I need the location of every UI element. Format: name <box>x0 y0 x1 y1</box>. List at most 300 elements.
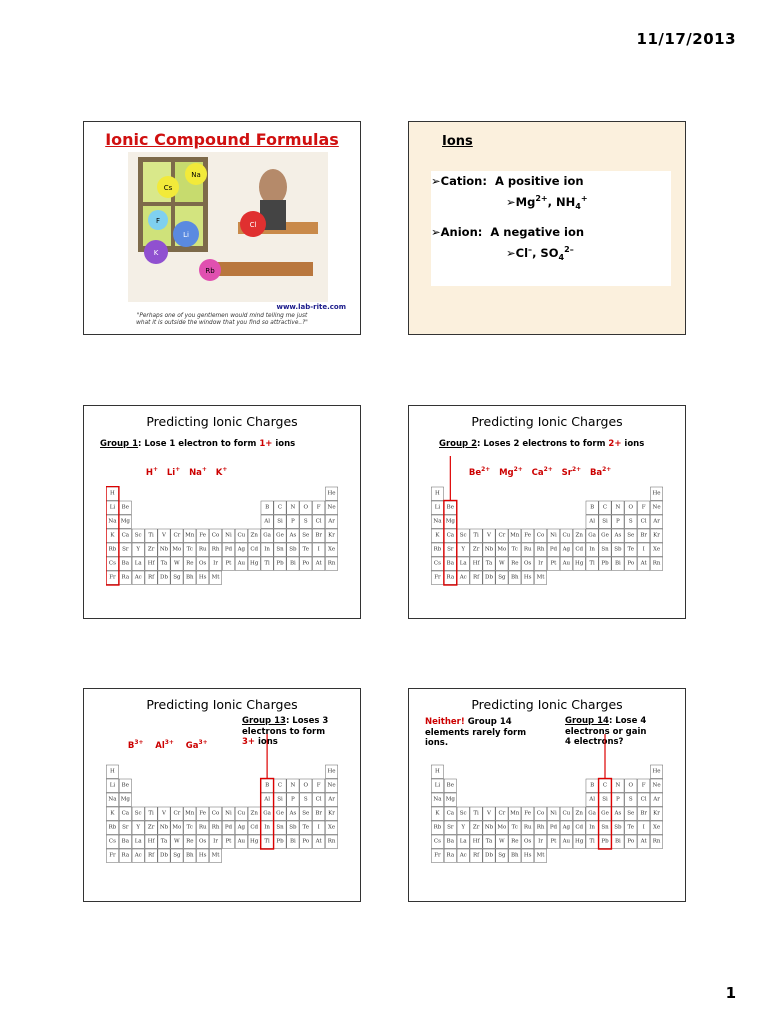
element-symbol: Re <box>511 838 519 845</box>
element-symbol: Ba <box>121 560 129 567</box>
element-symbol: Li <box>109 782 116 789</box>
element-symbol: Pb <box>601 838 609 845</box>
element-symbol: H <box>110 490 115 497</box>
element-symbol: Cu <box>237 532 246 539</box>
group-description: Group 13: Loses 3 electrons to form 3+ ions <box>242 716 329 748</box>
element-symbol: As <box>289 810 297 817</box>
element-symbol: Se <box>302 532 310 539</box>
element-symbol: Db <box>160 852 168 859</box>
element-symbol: Sr <box>122 824 129 831</box>
element-symbol: Cu <box>562 810 571 817</box>
element-symbol: Cr <box>498 532 506 539</box>
element-symbol: Cl <box>640 796 647 803</box>
element-symbol: Rh <box>211 824 220 831</box>
element-symbol: Ni <box>225 810 232 817</box>
element-symbol: Cd <box>575 546 584 553</box>
element-symbol: In <box>589 824 595 831</box>
element-symbol: Sb <box>614 546 622 553</box>
slide-title: Ionic Compound Formulas <box>105 130 339 149</box>
element-symbol: Se <box>627 532 635 539</box>
element-symbol: Tl <box>264 560 270 567</box>
element-symbol: Sc <box>134 532 142 539</box>
element-symbol: Sb <box>289 824 297 831</box>
element-symbol: Ag <box>562 824 571 831</box>
element-symbol: N <box>290 782 296 789</box>
element-symbol: Mg <box>445 796 455 803</box>
element-symbol: Re <box>511 560 519 567</box>
element-symbol: Cs <box>433 838 441 845</box>
element-symbol: Au <box>237 838 246 845</box>
element-symbol: Pb <box>601 560 609 567</box>
element-symbol: Xe <box>652 824 661 831</box>
element-symbol: Pb <box>276 838 284 845</box>
element-symbol: Cu <box>237 810 246 817</box>
element-symbol: Rn <box>652 838 661 845</box>
element-symbol: Ru <box>198 824 207 831</box>
element-symbol: At <box>315 560 322 567</box>
element-symbol: La <box>134 838 142 845</box>
element-symbol: Au <box>562 560 571 567</box>
element-symbol: Ir <box>538 560 543 567</box>
element-symbol: Sg <box>173 852 181 859</box>
element-symbol: Na <box>433 518 442 525</box>
group-description: Group 14: Lose 4 electrons or gain 4 electrons? <box>565 716 647 748</box>
group-description: Group 1: Lose 1 electron to form 1+ ions <box>100 439 296 449</box>
element-symbol: Sg <box>498 852 506 859</box>
element-symbol: Pt <box>225 560 232 567</box>
element-symbol: Ti <box>148 810 154 817</box>
element-symbol: Mn <box>185 810 195 817</box>
periodic-table <box>431 486 663 586</box>
element-symbol: Si <box>602 796 608 803</box>
page-number: 1 <box>725 984 736 1002</box>
periodic-table <box>106 486 338 586</box>
element-symbol: Rn <box>652 560 661 567</box>
element-symbol: Po <box>627 560 635 567</box>
element-symbol: Se <box>627 810 635 817</box>
element-symbol: Ar <box>328 518 335 525</box>
element-symbol: C <box>602 782 608 789</box>
element-symbol: O <box>628 782 634 789</box>
element-symbol: Pb <box>276 560 284 567</box>
element-symbol: Ba <box>446 560 454 567</box>
element-symbol: Ar <box>653 518 660 525</box>
element-symbol: At <box>640 560 647 567</box>
element-symbol: Ga <box>588 532 596 539</box>
ion-examples: $Be^{2+}$ $Mg^{2+}$ $Ca^{2+}$ $Sr^{2+}$ $Ba^{2+}$ <box>468 466 612 478</box>
element-symbol: P <box>616 518 620 525</box>
element-symbol: Cu <box>562 532 571 539</box>
element-symbol: Mn <box>510 810 520 817</box>
cartoon-caption: "Perhaps one of you gentlemen would mind telling me just what it is outside the window that you find so attractive..?" <box>136 313 308 327</box>
element-symbol: Na <box>108 518 117 525</box>
element-symbol: Zn <box>575 532 583 539</box>
element-symbol: Ga <box>588 810 596 817</box>
element-symbol: Sg <box>498 574 506 581</box>
group-description: Group 2: Loses 2 electrons to form 2+ ions <box>439 439 645 449</box>
element-symbol: Hg <box>250 838 259 845</box>
element-symbol: W <box>174 838 180 845</box>
element-symbol: Ne <box>652 504 661 511</box>
element-symbol: Kr <box>653 810 660 817</box>
element-symbol: Y <box>136 546 141 553</box>
element-symbol: Os <box>523 838 532 845</box>
element-symbol: Mg <box>120 796 130 803</box>
element-symbol: Pd <box>549 824 558 831</box>
element-symbol: Bh <box>185 852 194 859</box>
element-symbol: Fr <box>109 574 116 581</box>
element-symbol: Tl <box>264 838 270 845</box>
element-symbol: S <box>628 796 633 803</box>
element-symbol: Hf <box>147 838 155 845</box>
element-symbol: B <box>265 782 270 789</box>
element-symbol: Al <box>589 518 595 525</box>
element-symbol: Sb <box>614 824 622 831</box>
element-symbol: S <box>303 796 308 803</box>
cation-examples: $➢Mg^{2+}$, $NH_4^+$ <box>506 194 588 212</box>
element-symbol: Hf <box>472 560 480 567</box>
element-symbol: Mg <box>120 518 130 525</box>
element-symbol: P <box>291 518 295 525</box>
element-symbol: Br <box>315 532 323 539</box>
element-symbol: Tl <box>589 838 595 845</box>
element-symbol: Rb <box>108 824 117 831</box>
element-symbol: W <box>174 560 180 567</box>
element-symbol: Rh <box>536 546 545 553</box>
element-symbol: Bh <box>510 574 519 581</box>
element-symbol: K <box>110 532 115 539</box>
element-symbol: Rn <box>327 560 336 567</box>
element-symbol: Xe <box>327 546 336 553</box>
element-symbol: Al <box>264 796 270 803</box>
element-symbol: Ar <box>653 796 660 803</box>
element-symbol: Tc <box>186 546 193 553</box>
element-symbol: Te <box>627 824 635 831</box>
element-symbol: Nb <box>484 824 494 831</box>
element-symbol: Nb <box>484 546 494 553</box>
element-symbol: Tl <box>589 560 595 567</box>
element-symbol: Ra <box>121 574 130 581</box>
element-symbol: Be <box>121 504 129 511</box>
element-symbol: Rb <box>108 546 117 553</box>
element-symbol: S <box>303 518 308 525</box>
ball-label: Na <box>191 171 201 179</box>
element-symbol: Os <box>198 560 207 567</box>
element-symbol: F <box>641 504 646 511</box>
element-symbol: Ac <box>459 574 467 581</box>
element-symbol: Po <box>302 560 310 567</box>
element-symbol: La <box>134 560 142 567</box>
element-symbol: Au <box>237 560 246 567</box>
element-symbol: Be <box>446 782 454 789</box>
element-symbol: H <box>110 768 115 775</box>
element-symbol: Re <box>186 560 194 567</box>
element-symbol: Ra <box>121 852 130 859</box>
element-symbol: Zr <box>147 546 155 553</box>
ball-label: K <box>153 249 159 257</box>
element-symbol: Al <box>589 796 595 803</box>
element-symbol: Li <box>434 504 441 511</box>
element-symbol: Rf <box>473 574 480 581</box>
element-symbol: Rb <box>433 546 442 553</box>
element-symbol: Ba <box>121 838 129 845</box>
element-symbol: He <box>652 768 661 775</box>
element-symbol: As <box>614 532 622 539</box>
ions-definition-box <box>431 171 671 286</box>
element-symbol: Sn <box>601 546 609 553</box>
ion-examples: $B^{3+}$ $Al^{3+}$ $Ga^{3+}$ <box>127 739 208 751</box>
element-symbol: O <box>628 504 634 511</box>
element-symbol: Ir <box>213 838 218 845</box>
slide-group-14-charges <box>408 688 686 902</box>
element-symbol: V <box>487 532 491 539</box>
slide-group-1-charges <box>83 405 361 619</box>
element-symbol: Pt <box>550 838 557 845</box>
element-symbol: Be <box>121 782 129 789</box>
element-symbol: Ag <box>237 824 246 831</box>
element-symbol: F <box>316 504 321 511</box>
element-symbol: N <box>615 504 621 511</box>
element-symbol: Ne <box>327 504 336 511</box>
element-symbol: O <box>303 782 309 789</box>
element-symbol: Sc <box>459 810 467 817</box>
element-symbol: Mo <box>172 824 182 831</box>
element-symbol: Kr <box>328 810 335 817</box>
element-symbol: Hs <box>198 574 207 581</box>
element-symbol: Nb <box>159 546 169 553</box>
element-symbol: Rh <box>536 824 545 831</box>
element-symbol: Bh <box>185 574 194 581</box>
element-symbol: Ti <box>473 532 479 539</box>
element-symbol: Tc <box>511 546 518 553</box>
element-symbol: Cr <box>498 810 506 817</box>
element-symbol: Te <box>302 824 310 831</box>
element-symbol: Br <box>315 810 323 817</box>
element-symbol: Hg <box>575 838 584 845</box>
element-symbol: Db <box>485 852 493 859</box>
element-symbol: Co <box>536 532 545 539</box>
element-symbol: O <box>303 504 309 511</box>
element-symbol: Cs <box>433 560 441 567</box>
slide-title: Ions <box>442 134 473 149</box>
element-symbol: Zn <box>575 810 583 817</box>
element-symbol: Fe <box>199 532 207 539</box>
element-symbol: Hs <box>523 574 532 581</box>
element-symbol: H <box>435 490 440 497</box>
element-symbol: Ta <box>485 838 493 845</box>
element-symbol: B <box>590 782 595 789</box>
element-symbol: Cd <box>250 824 259 831</box>
element-symbol: Zr <box>147 824 155 831</box>
element-symbol: Sn <box>276 824 284 831</box>
element-symbol: Na <box>108 796 117 803</box>
element-symbol: Fe <box>199 810 207 817</box>
element-symbol: N <box>290 504 296 511</box>
slide-title: Predicting Ionic Charges <box>146 697 298 712</box>
slide-ionic-compound-formulas <box>83 121 361 335</box>
element-symbol: Ge <box>601 810 609 817</box>
element-symbol: Ag <box>562 546 571 553</box>
element-symbol: Tc <box>186 824 193 831</box>
element-symbol: He <box>652 490 661 497</box>
element-symbol: V <box>162 532 166 539</box>
page-date: 11/17/2013 <box>636 30 736 48</box>
element-symbol: Ir <box>213 560 218 567</box>
element-symbol: Cd <box>250 546 259 553</box>
element-symbol: Mo <box>172 546 182 553</box>
element-symbol: He <box>327 490 336 497</box>
element-symbol: Bh <box>510 852 519 859</box>
element-symbol: Rf <box>148 852 155 859</box>
ball-label: Rb <box>205 267 215 275</box>
element-symbol: Br <box>640 810 648 817</box>
element-symbol: Pd <box>224 824 233 831</box>
element-symbol: Ga <box>263 810 271 817</box>
element-symbol: Xe <box>327 824 336 831</box>
element-symbol: Hg <box>575 560 584 567</box>
element-symbol: V <box>162 810 166 817</box>
element-symbol: Po <box>302 838 310 845</box>
element-symbol: In <box>589 546 595 553</box>
element-symbol: Po <box>627 838 635 845</box>
element-symbol: Rf <box>148 574 155 581</box>
element-symbol: B <box>265 504 270 511</box>
element-symbol: Cs <box>108 838 116 845</box>
element-symbol: Mt <box>536 574 545 581</box>
element-symbol: Cs <box>108 560 116 567</box>
element-symbol: Mo <box>497 546 507 553</box>
slide-title: Predicting Ionic Charges <box>146 414 298 429</box>
element-symbol: Tc <box>511 824 518 831</box>
element-symbol: H <box>435 768 440 775</box>
element-symbol: Cl <box>315 518 322 525</box>
cation-definition: ➢Cation: A positive ion <box>431 174 584 188</box>
neither-note: Neither! Group 14 elements rarely form ions. <box>425 717 527 749</box>
slide-group-2-charges <box>408 405 686 619</box>
element-symbol: Se <box>302 810 310 817</box>
element-symbol: Sr <box>447 546 454 553</box>
element-symbol: Rf <box>473 852 480 859</box>
ball-label: Cl <box>249 221 257 229</box>
element-symbol: Ac <box>134 574 142 581</box>
element-symbol: K <box>110 810 115 817</box>
element-symbol: Ta <box>160 838 168 845</box>
element-symbol: In <box>264 824 270 831</box>
element-symbol: I <box>642 546 645 553</box>
element-symbol: Rn <box>327 838 336 845</box>
element-symbol: Au <box>562 838 571 845</box>
element-symbol: W <box>499 560 505 567</box>
classroom-cartoon-illustration <box>128 152 328 302</box>
element-symbol: Co <box>211 810 220 817</box>
element-symbol: Te <box>302 546 310 553</box>
element-symbol: Si <box>277 796 283 803</box>
element-symbol: Ag <box>237 546 246 553</box>
element-symbol: Xe <box>652 546 661 553</box>
element-symbol: Mt <box>536 852 545 859</box>
element-symbol: Os <box>198 838 207 845</box>
element-symbol: Kr <box>653 532 660 539</box>
element-symbol: C <box>277 782 283 789</box>
element-symbol: P <box>616 796 620 803</box>
element-symbol: Ru <box>198 546 207 553</box>
element-symbol: Rb <box>433 824 442 831</box>
element-symbol: Ta <box>485 560 493 567</box>
element-symbol: C <box>602 504 608 511</box>
element-symbol: Si <box>602 518 608 525</box>
element-symbol: Ru <box>523 824 532 831</box>
element-symbol: Y <box>136 824 141 831</box>
element-symbol: Cr <box>173 532 181 539</box>
element-symbol: Y <box>461 546 466 553</box>
element-symbol: Co <box>536 810 545 817</box>
element-symbol: Mo <box>497 824 507 831</box>
element-symbol: Br <box>640 532 648 539</box>
element-symbol: Ca <box>121 532 130 539</box>
element-symbol: S <box>628 518 633 525</box>
element-symbol: Ca <box>121 810 130 817</box>
element-symbol: Mg <box>445 518 455 525</box>
element-symbol: Ti <box>148 532 154 539</box>
anion-definition: ➢Anion: A negative ion <box>431 225 585 239</box>
element-symbol: Sn <box>276 546 284 553</box>
element-symbol: Rh <box>211 546 220 553</box>
element-symbol: Ge <box>276 532 284 539</box>
element-symbol: Cl <box>315 796 322 803</box>
element-symbol: Mt <box>211 574 220 581</box>
element-symbol: Fr <box>109 852 116 859</box>
periodic-table <box>106 764 338 864</box>
element-symbol: Na <box>433 796 442 803</box>
element-symbol: As <box>289 532 297 539</box>
element-symbol: K <box>435 532 440 539</box>
element-symbol: Os <box>523 560 532 567</box>
element-symbol: Bi <box>289 838 296 845</box>
element-symbol: Mn <box>510 532 520 539</box>
element-symbol: B <box>590 504 595 511</box>
element-symbol: Ne <box>652 782 661 789</box>
element-symbol: Sc <box>459 532 467 539</box>
element-symbol: Hs <box>198 852 207 859</box>
element-symbol: Co <box>211 532 220 539</box>
element-symbol: Sg <box>173 574 181 581</box>
element-symbol: Be <box>446 504 454 511</box>
element-symbol: Cd <box>575 824 584 831</box>
ball-label: F <box>155 217 161 225</box>
element-symbol: Pt <box>225 838 232 845</box>
element-symbol: Ac <box>459 852 467 859</box>
element-symbol: Zn <box>250 810 258 817</box>
element-symbol: Db <box>485 574 493 581</box>
element-symbol: Ti <box>473 810 479 817</box>
element-symbol: Zr <box>472 546 480 553</box>
element-symbol: N <box>615 782 621 789</box>
element-symbol: Re <box>186 838 194 845</box>
element-symbol: C <box>277 504 283 511</box>
element-symbol: Ta <box>160 560 168 567</box>
ball-label: Li <box>183 231 189 239</box>
element-symbol: Hf <box>147 560 155 567</box>
element-symbol: Nb <box>159 824 169 831</box>
element-symbol: Mt <box>211 852 220 859</box>
element-symbol: Ca <box>446 532 455 539</box>
element-symbol: Ra <box>446 574 455 581</box>
element-symbol: K <box>435 810 440 817</box>
slide-title: Predicting Ionic Charges <box>471 697 623 712</box>
element-symbol: Pd <box>549 546 558 553</box>
element-symbol: Sb <box>289 546 297 553</box>
element-symbol: Ir <box>538 838 543 845</box>
